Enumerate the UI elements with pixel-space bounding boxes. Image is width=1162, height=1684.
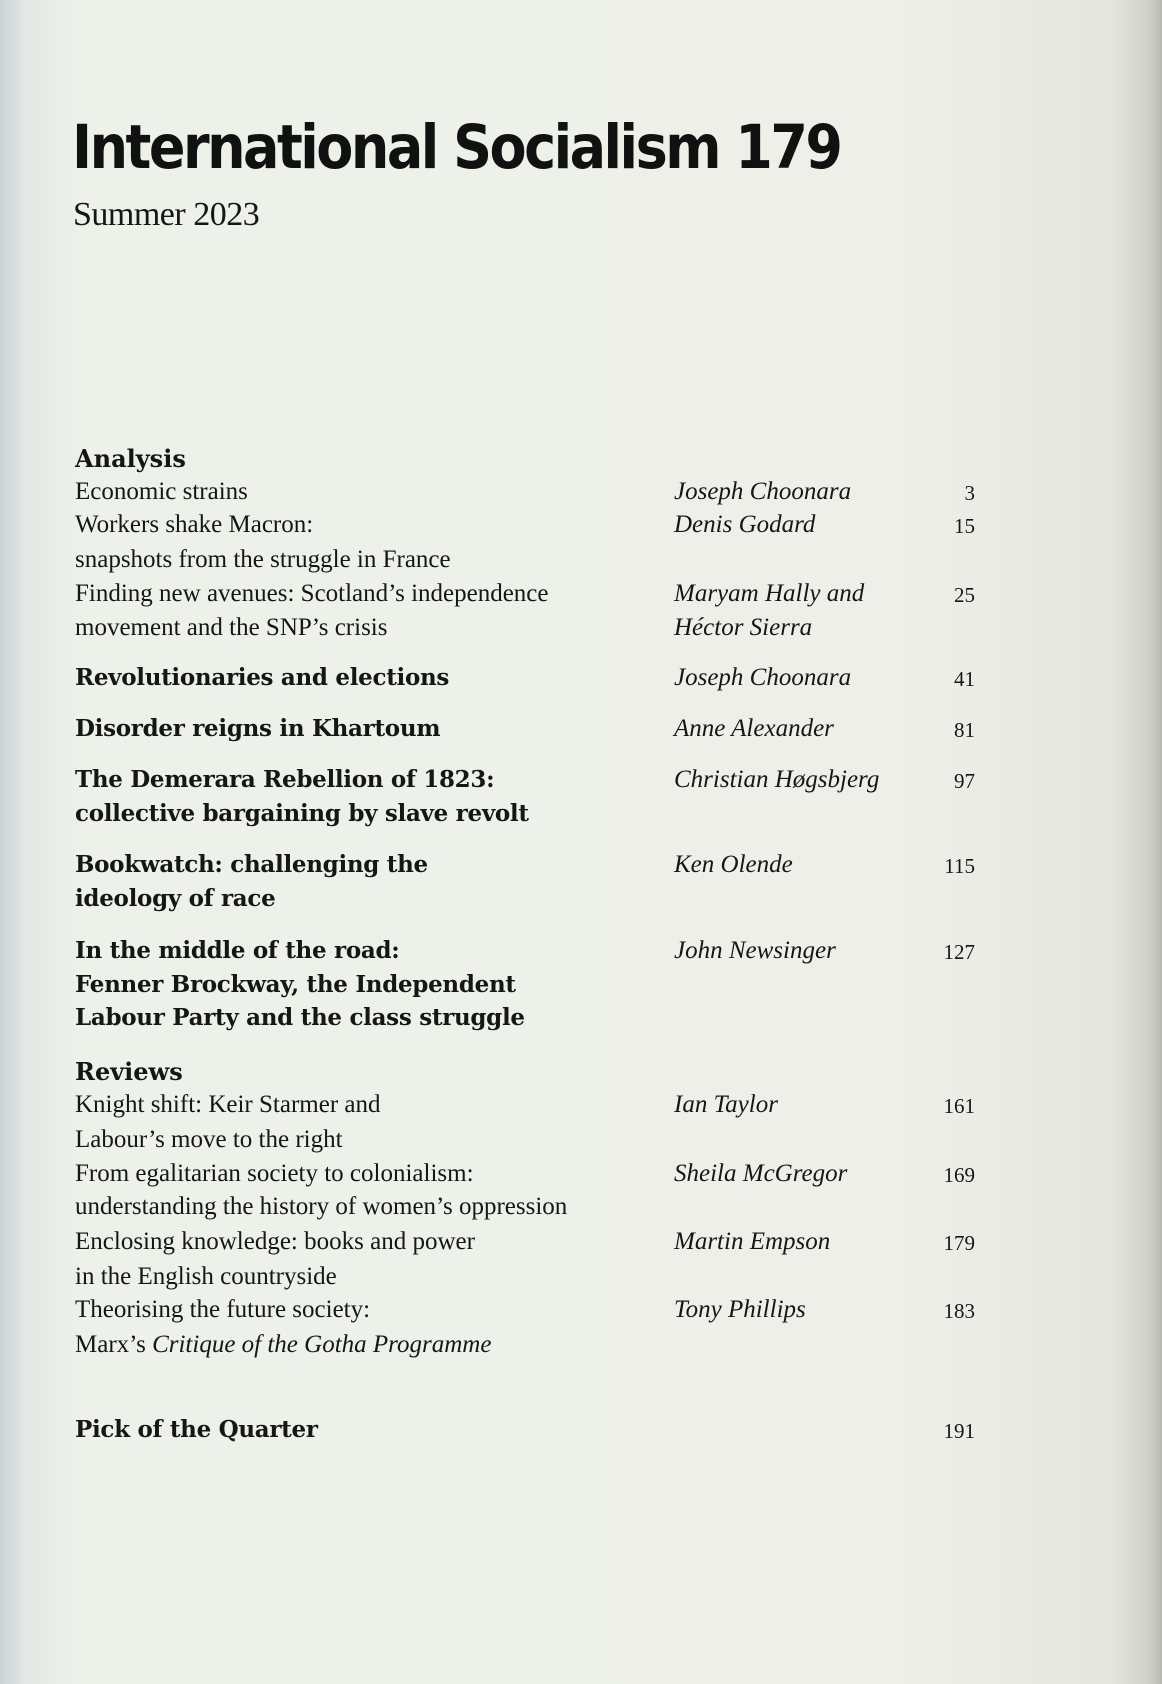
entry-page: 161 [943,1094,975,1118]
entry-title: Enclosing knowledge: books and power [75,1228,475,1255]
entry-title: From egalitarian society to colonialism: [75,1160,474,1187]
entry-title-line2: ideology of race [75,885,276,912]
entry-title: Theorising the future society: [75,1296,371,1323]
entry-author: Joseph Choonara [674,478,852,505]
entry-title: Finding new avenues: Scotland’s independence [75,580,549,607]
entry-page: 41 [954,667,975,691]
entry-author: Martin Empson [674,1228,831,1255]
toc-entry [75,1296,975,1358]
entry-page: 81 [954,718,975,742]
entry-title: Revolutionaries and elections [75,664,450,691]
entry-title: Pick of the Quarter [75,1416,318,1443]
journal-title: International Socialism 179 [72,112,841,183]
entry-page: 179 [943,1231,975,1255]
toc-entry [75,937,975,1031]
entry-page: 183 [943,1299,975,1323]
entry-title-line2: movement and the SNP’s crisis [75,614,388,641]
entry-title: The Demerara Rebellion of 1823: [75,766,495,793]
entry-author: John Newsinger [674,937,836,964]
entry-author: Christian Høgsbjerg [674,766,880,793]
issue-date: Summer 2023 [73,196,260,233]
entry-page: 191 [943,1419,975,1443]
entry-page: 25 [954,583,975,607]
entry-page: 3 [964,481,975,505]
entry-author: Sheila McGregor [674,1160,848,1187]
entry-author-line2: Héctor Sierra [674,614,813,641]
toc-entry [75,511,975,573]
entry-title: Knight shift: Keir Starmer and [75,1091,381,1118]
entry-title: In the middle of the road: [75,937,400,964]
entry-title-line2: collective bargaining by slave revolt [75,800,529,827]
toc-entry [75,478,975,512]
toc-entry [75,580,975,641]
entry-title: Bookwatch: challenging the [75,851,428,878]
entry-author: Ken Olende [674,851,793,878]
entry-title: Workers shake Macron: [75,511,314,538]
entry-title-line2: Labour’s move to the right [75,1126,343,1153]
toc-entry [75,664,975,698]
entry-author: Anne Alexander [674,715,834,742]
entry-title: Disorder reigns in Khartoum [75,715,441,742]
entry-page: 115 [944,854,975,878]
entry-author: Ian Taylor [674,1091,778,1118]
entry-author: Maryam Hally and [674,580,865,607]
entry-title: Economic strains [75,478,248,505]
toc-entry [75,851,975,912]
entry-page: 97 [954,769,975,793]
toc-entry [75,715,975,749]
entry-page: 169 [943,1163,975,1187]
entry-title-line2 [75,1331,491,1359]
toc-entry [75,1416,975,1450]
entry-title-line3: Labour Party and the class struggle [75,1004,525,1031]
entry-title-line2: Fenner Brockway, the Independent [75,971,516,998]
entry-title-prefix: Marx’s [75,1331,153,1358]
entry-author: Tony Phillips [674,1296,806,1323]
toc-entry [75,1228,975,1290]
entry-author: Joseph Choonara [674,664,852,691]
book-title: Critique of the Gotha Programme [152,1331,492,1358]
toc-entry [75,1091,975,1153]
entry-page: 127 [943,940,975,964]
entry-title-line2: snapshots from the struggle in France [75,546,451,573]
section-heading-reviews: Reviews [75,1057,183,1086]
toc-entry [75,766,975,827]
entry-page: 15 [954,514,975,538]
toc-entry [75,1160,975,1220]
entry-title-line2: in the English countryside [75,1263,337,1290]
section-heading-analysis: Analysis [75,444,186,473]
entry-author: Denis Godard [674,511,816,538]
entry-title-line2: understanding the history of women’s oppression [75,1193,568,1220]
